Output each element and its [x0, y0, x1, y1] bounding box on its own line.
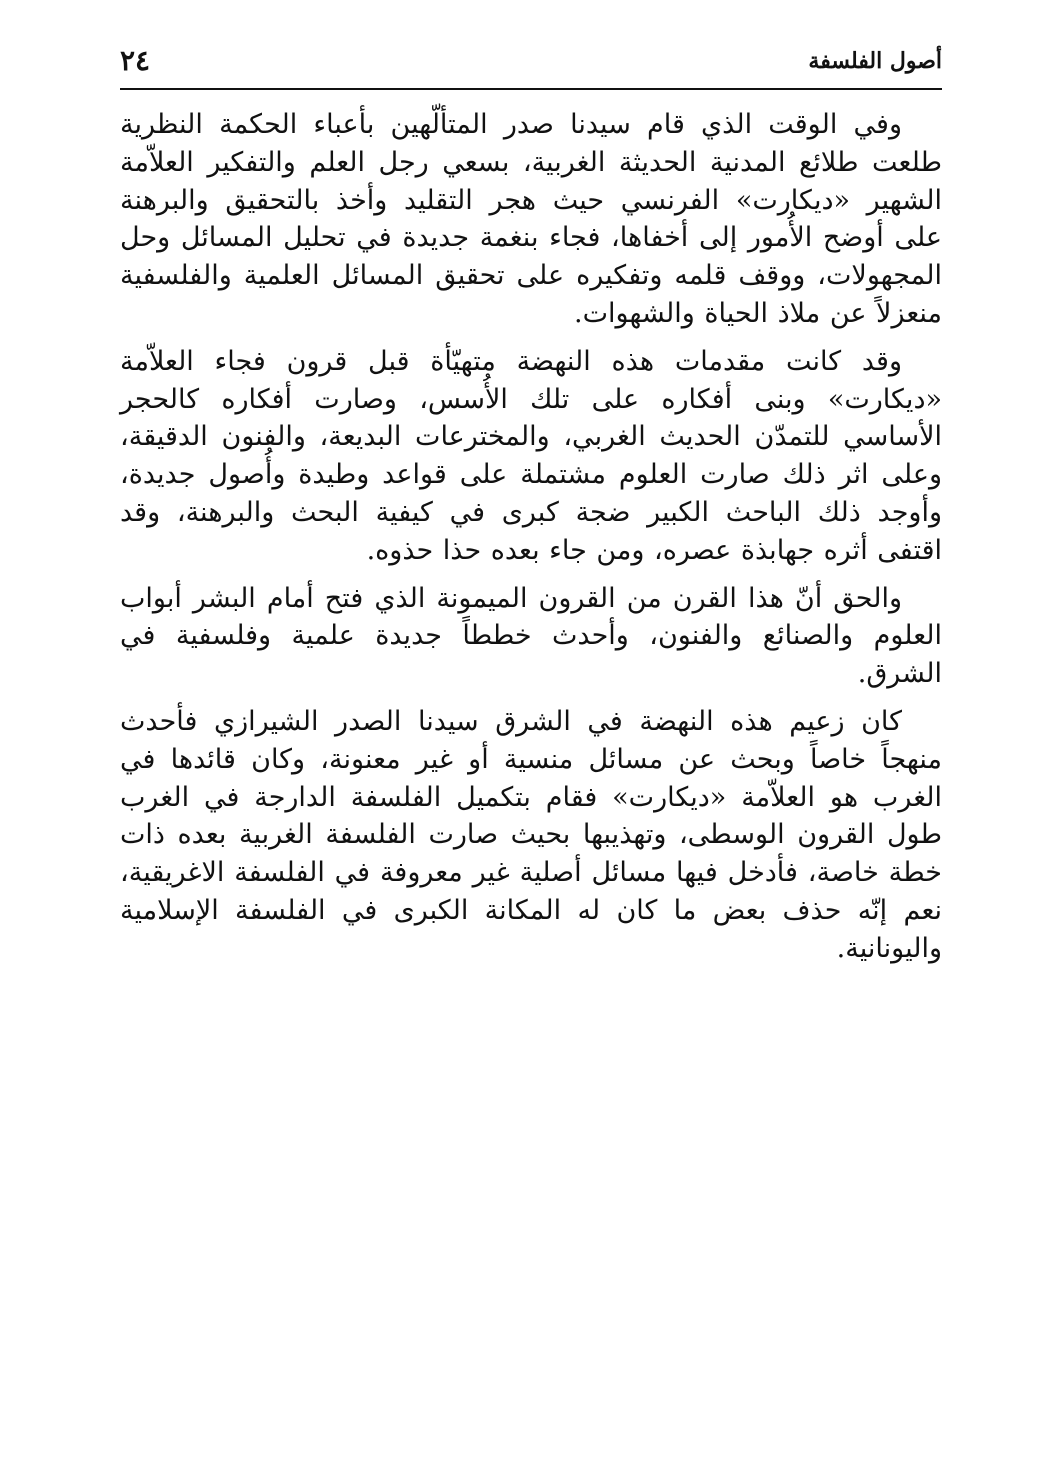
body-text	[120, 106, 942, 968]
page-number: ٢٤	[120, 44, 151, 77]
paragraph-3: والحق أنّ هذا القرن من القرون الميمونة الذي فتح أمام البشر أبواب العلوم والصنائع والفنون، وأحدث خططاً جديدة علمية وفلسفية في الشرق.	[120, 582, 942, 690]
running-header	[120, 40, 942, 90]
paragraph-2: وقد كانت مقدمات هذه النهضة متهيّأة قبل قرون فجاء العلاّمة «ديكارت» وبنى أفكاره على تلك الأُسس، وصارت أفكاره كالحجر الأساسي للتمدّن الحديث الغربي، والمخترعات البديعة، والفنون الدقيقة، وعلى اثر ذلك صارت العلوم مشتملة على قواعد وطيدة وأُصول جديدة، وأوجد ذلك الباحث الكبير ضجة كبرى في كيفية البحث والبرهنة، وقد اقتفى أثره جهابذة عصره، ومن جاء بعده حذا حذوه.	[120, 345, 942, 566]
book-title: أصول الفلسفة	[808, 48, 942, 74]
paragraph-4: كان زعيم هذه النهضة في الشرق سيدنا الصدر الشيرازي فأحدث منهجاً خاصاً وبحث عن مسائل منسية أو غير معنونة، وكان قائدها في الغرب هو العلاّمة «ديكارت» فقام بتكميل الفلسفة الدارجة في الغرب طول القرون الوسطى، وتهذيبها بحيث صارت الفلسفة الغربية بعده ذات خطة خاصة، فأدخل فيها مسائل أصلية غير معروفة في الفلسفة الاغريقية، نعم إنّه حذف بعض ما كان له المكانة الكبرى في الفلسفة الإسلامية واليونانية.	[120, 705, 942, 964]
book-page	[120, 40, 942, 1440]
paragraph-1: وفي الوقت الذي قام سيدنا صدر المتألّهين بأعباء الحكمة النظرية طلعت طلائع المدنية الحديثة الغربية، بسعي رجل العلم والتفكير العلاّمة الشهير «ديكارت» الفرنسي حيث هجر التقليد وأخذ بالتحقيق والبرهنة على أوضح الأُمور إلى أخفاها، فجاء بنغمة جديدة في تحليل المسائل وحل المجهولات، ووقف قلمه وتفكيره على تحقيق المسائل العلمية والفلسفية منعزلاً عن ملاذ الحياة والشهوات.	[120, 109, 942, 329]
